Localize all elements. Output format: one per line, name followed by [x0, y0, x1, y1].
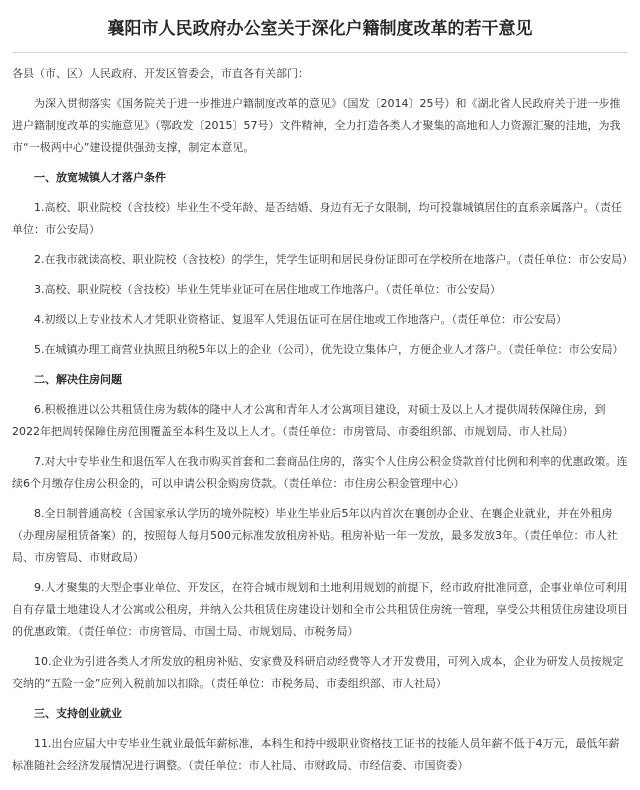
- title-divider: [12, 52, 628, 53]
- list-item: 10.企业为引进各类人才所发放的租房补贴、安家费及科研启动经费等人才开发费用，可列入成本，企业为研发人员按规定交纳的“五险一金”应列入税前加以扣除。（责任单位：市税务局、市委组织部、市人社局）: [12, 655, 624, 690]
- list-item: 1.高校、职业院校（含技校）毕业生不受年龄、是否结婚、身边有无子女限制，均可投靠城镇居住的直系亲属落户。（责任单位：市公安局）: [12, 201, 622, 236]
- section-heading-3: 三、支持创业就业: [34, 707, 122, 720]
- list-item: 5.在城镇办理工商营业执照且纳税5年以上的企业（公司），优先设立集体户，方便企业人才落户。（责任单位：市公安局）: [34, 343, 624, 356]
- salutation: 各县（市、区）人民政府、开发区管委会，市直各有关部门：: [12, 67, 309, 80]
- list-item: 7.对大中专毕业生和退伍军人在我市购买首套和二套商品住房的，落实个人住房公积金贷款首付比例和利率的优惠政策。连续6个月缴存住房公积金的，可以申请公积金购房贷款。（责任单位：市住房公积金管理中心）: [12, 455, 628, 490]
- section-heading-2: 二、解决住房问题: [34, 373, 122, 386]
- list-item: 3.高校、职业院校（含技校）毕业生凭毕业证可在居住地或工作地落户。（责任单位：市公安局）: [34, 283, 501, 296]
- list-item: 6.积极推进以公共租赁住房为载体的隆中人才公寓和青年人才公寓项目建设，对硕士及以上人才提供周转保障住房，到2022年把周转保障住房范围覆盖至本科生及以上人才。（责任单位：市房管局、市委组织部、市规划局、市人社局）: [12, 403, 606, 438]
- list-item: 4.初级以上专业技术人才凭职业资格证、复退军人凭退伍证可在居住地或工作地落户。（责任单位：市公安局）: [34, 313, 567, 326]
- list-item: 2.在我市就读高校、职业院校（含技校）的学生，凭学生证明和居民身份证即可在学校所在地落户。（责任单位：市公安局）: [34, 253, 633, 266]
- section-heading-1: 一、放宽城镇人才落户条件: [34, 171, 166, 184]
- list-item: 11.出台应届大中专毕业生就业最低年薪标准，本科生和持中级职业资格技工证书的技能人员年薪不低于4万元，最低年薪标准随社会经济发展情况进行调整。（责任单位：市人社局、市财政局、市经信委、市国资委）: [12, 737, 620, 772]
- preamble-paragraph: 为深入贯彻落实《国务院关于进一步推进户籍制度改革的意见》（国发〔2014〕25号）和《湖北省人民政府关于进一步推进户籍制度改革的实施意见》（鄂政发〔2015〕57号）文件精神，全力打造各类人才聚集的高地和人力资源汇聚的洼地，为我市“一极两中心”建设提供强劲支撑，制定本意见。: [12, 97, 621, 154]
- document-title: 襄阳市人民政府办公室关于深化户籍制度改革的若干意见: [107, 19, 533, 39]
- document-body: [12, 63, 633, 777]
- list-item: 9.人才聚集的大型企事业单位、开发区，在符合城市规划和土地利用规划的前提下，经市政府批准同意，企事业单位可利用自有存量土地建设人才公寓或公租房，并纳入公共租赁住房建设计划和全市公共租赁住房统一管理，享受公共租赁住房建设项目的优惠政策。（责任单位：市房管局、市国土局、市规划局、市税务局）: [12, 581, 628, 638]
- list-item: 8.全日制普通高校（含国家承认学历的境外院校）毕业生毕业后5年以内首次在襄创办企业、在襄企业就业，并在外租房（办理房屋租赁备案）的，按照每人每月500元标准发放租房补贴。租房补贴一年一发放，最多发放3年。（责任单位：市人社局、市房管局、市财政局）: [12, 507, 618, 564]
